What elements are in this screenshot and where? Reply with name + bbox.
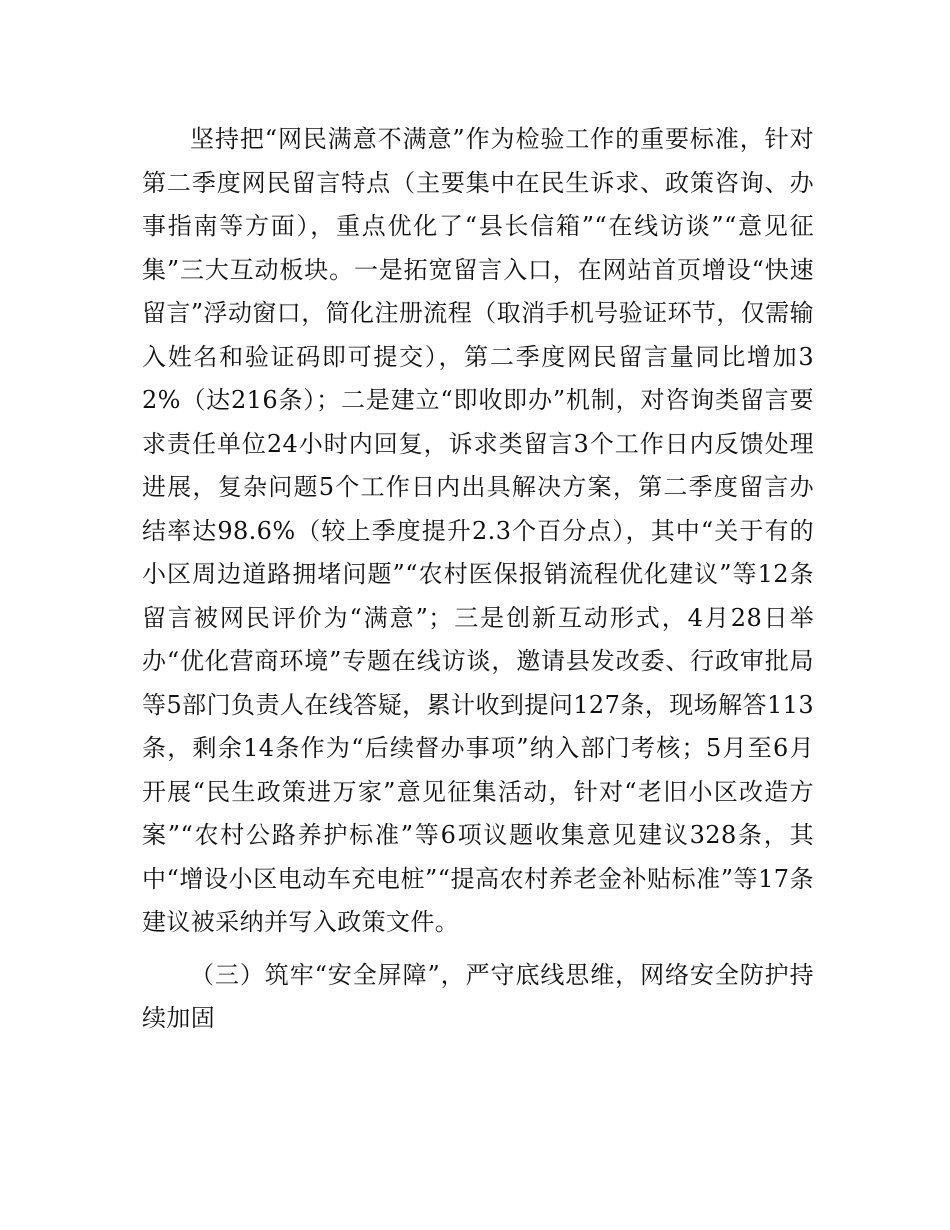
body-paragraph: 坚持把“网民满意不满意”作为检验工作的重要标准，针对第二季度网民留言特点（主要集中在民生诉求、政策咨询、办事指南等方面），重点优化了“县长信箱”“在线访谈”“意见征集”三大互动板块。一是拓宽留言入口，在网站首页增设“快速留言”浮动窗口，简化注册流程（取消手机号验证环节，仅需输入姓名和验证码即可提交），第二季度网民留言量同比增加32%（达216条）；二是建立“即收即办”机制，对咨询类留言要求责任单位24小时内回复，诉求类留言3个工作日内反馈处理进展，复杂问题5个工作日内出具解决方案，第二季度留言办结率达98.6%（较上季度提升2.3个百分点），其中“关于有的小区周边道路拥堵问题”“农村医保报销流程优化建议”等12条留言被网民评价为“满意”；三是创新互动形式，4月28日举办“优化营商环境”专题在线访谈，邀请县发改委、行政审批局等5部门负责人在线答疑，累计收到提问127条，现场解答113条，剩余14条作为“后续督办事项”纳入部门考核；5月至6月开展“民生政策进万家”意见征集活动，针对“老旧小区改造方案”“农村公路养护标准”等6项议题收集意见建议328条，其中“增设小区电动车充电桩”“提高农村养老金补贴标准”等17条建议被采纳并写入政策文件。 (142, 125, 814, 936)
document-body (142, 118, 814, 1041)
section-heading: （三）筑牢“安全屏障”，严守底线思维，网络安全防护持续加固 (142, 960, 814, 1032)
